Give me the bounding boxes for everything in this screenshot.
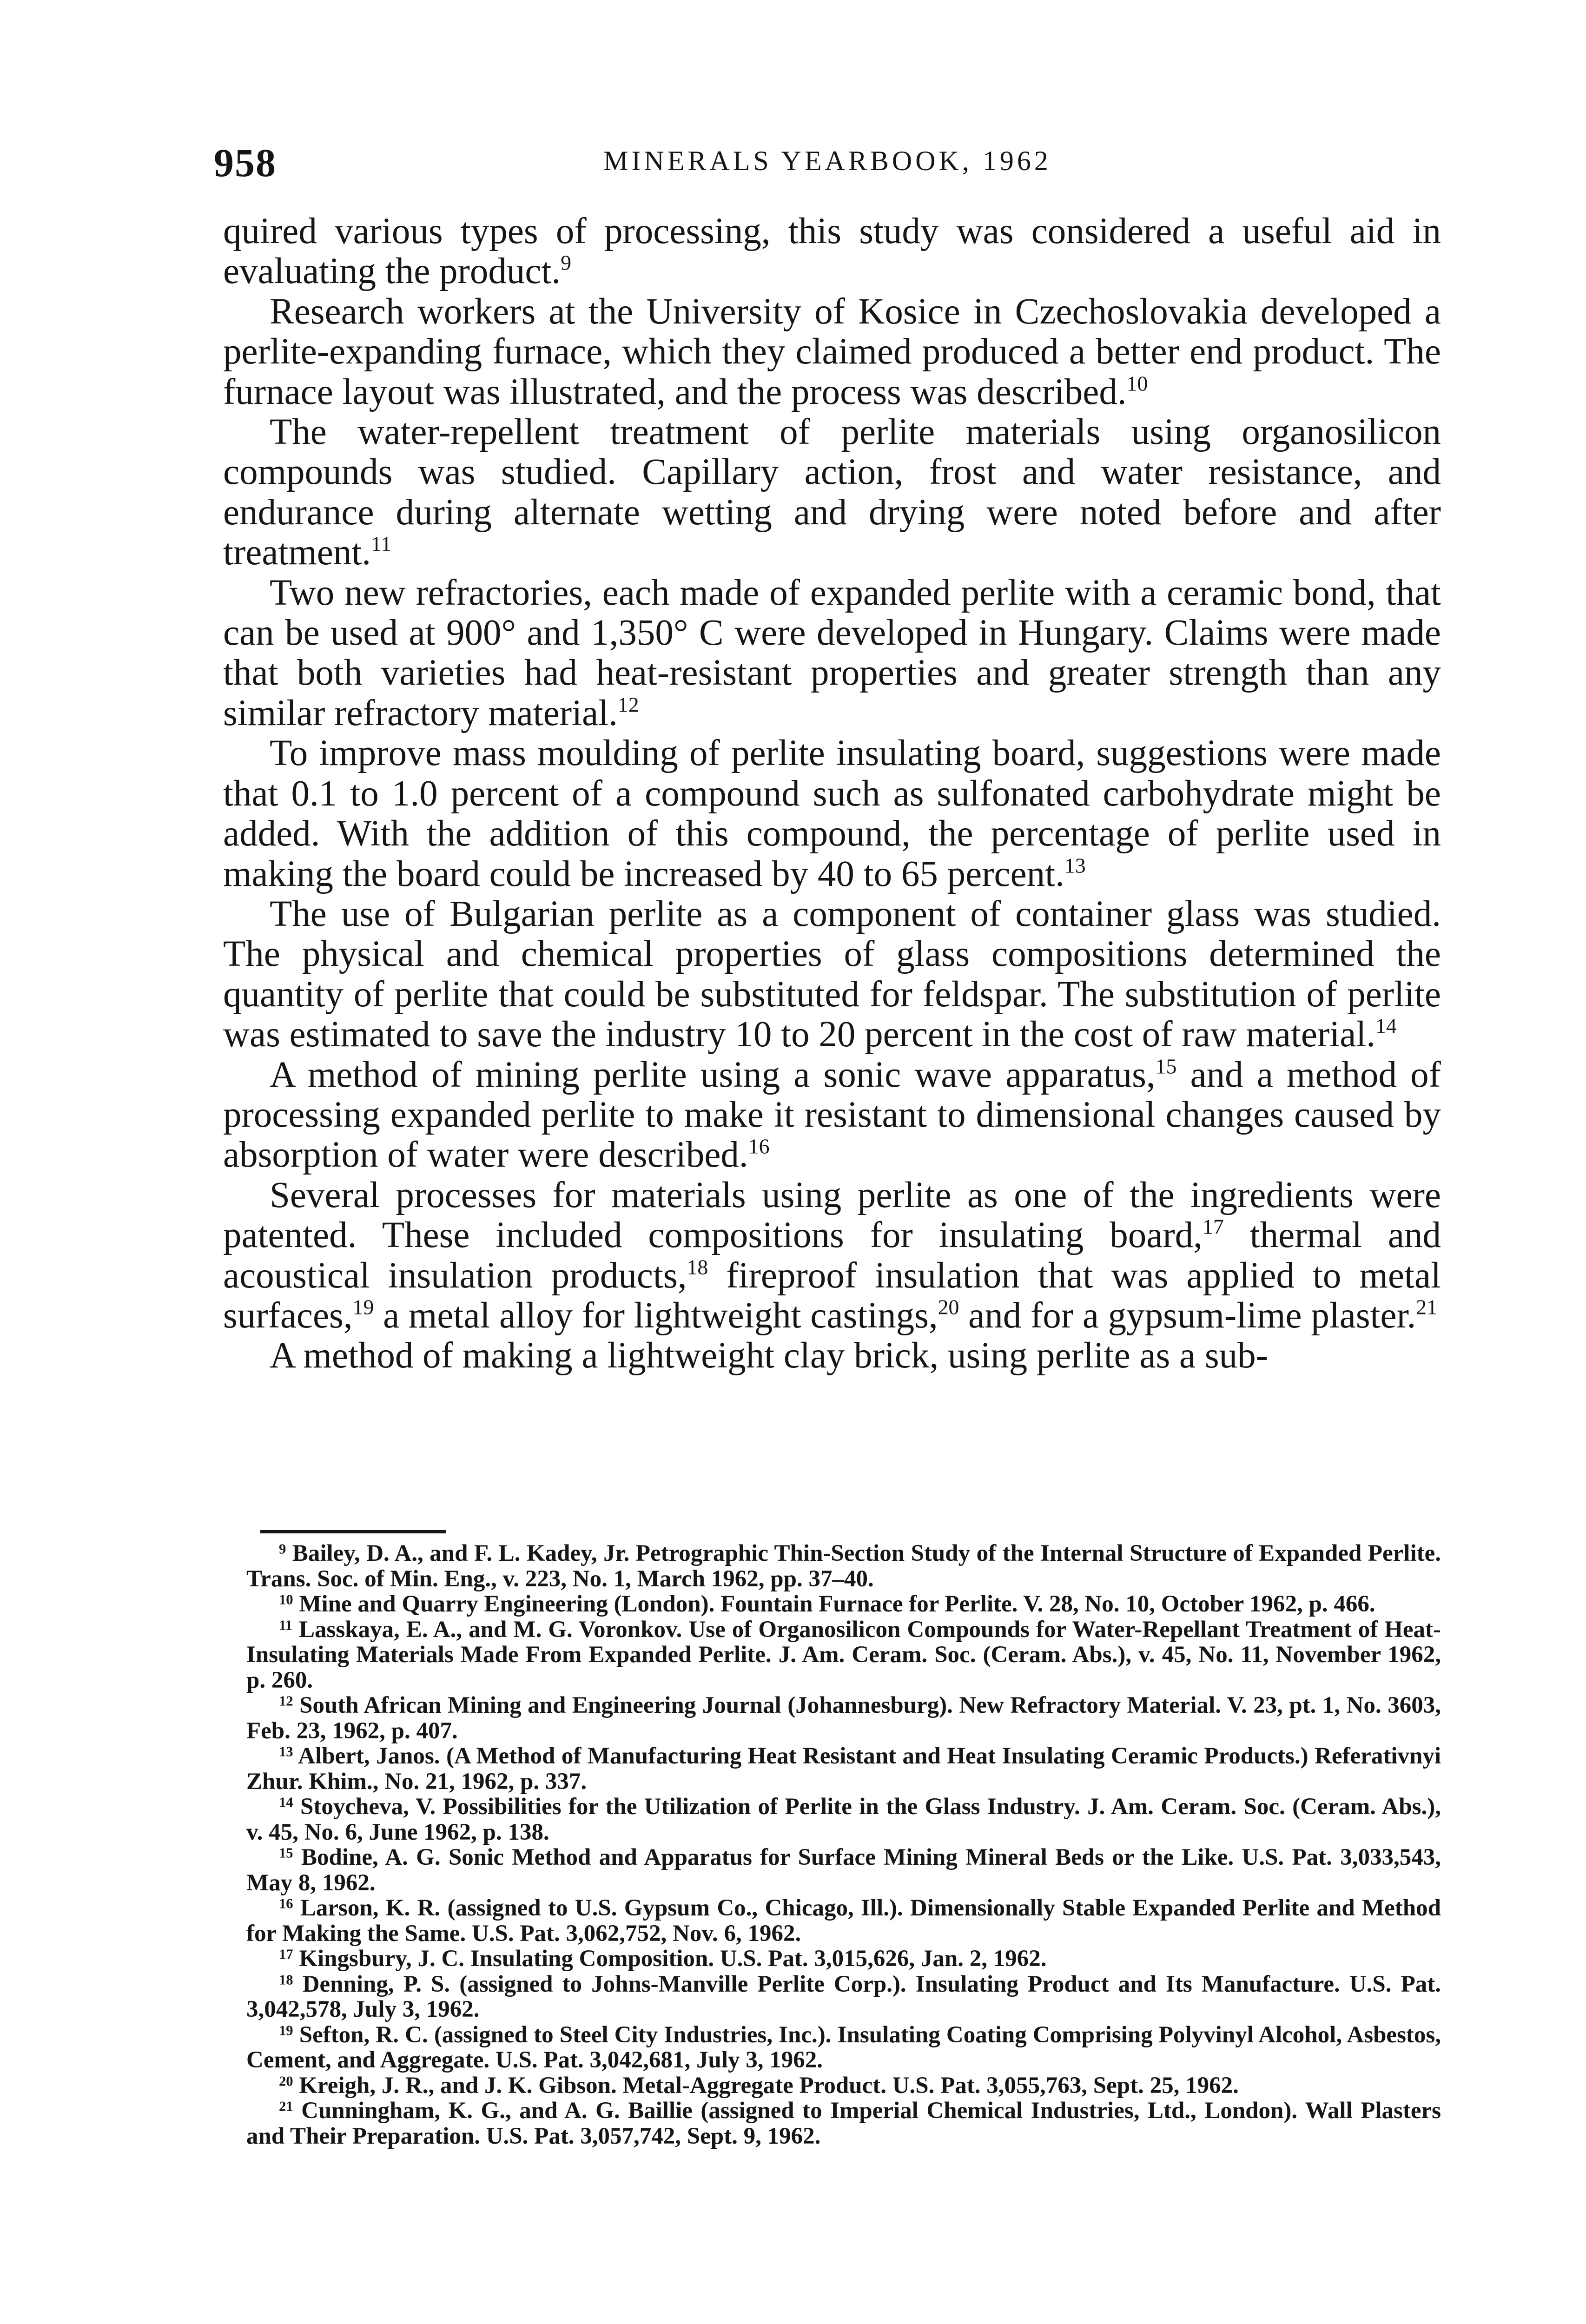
footnote-15 <box>246 1845 1441 1895</box>
footnote-number: 17 <box>279 1946 293 1962</box>
paragraph-text: Research workers at the University of Kosice in Czechoslovakia developed a perlite-expanding furnace, which they claimed produced a better end product. The furnace layout was illustrated, and the process was described. <box>223 291 1441 412</box>
paragraph-text: fireproof insulation that was applied to metal surfaces, <box>223 1255 1441 1336</box>
footnote-ref: 12 <box>617 693 639 717</box>
paragraph-text: The use of Bulgarian perlite as a component of container glass was studied. The physical and chemical properties of glass compositions determined the quantity of perlite that could be substituted for feldspar. The substitution of perlite was estimated to save the industry 10 to 20 percent in the cost of raw material. <box>223 893 1441 1055</box>
footnote-number: 10 <box>279 1591 293 1608</box>
body-text <box>223 211 1441 1376</box>
footnote-text: South African Mining and Engineering Journal (Johannesburg). New Refractory Material. V. 23, pt. 1, No. 3603, Feb. 23, 1962, p. 407. <box>246 1692 1441 1744</box>
paragraph-text: quired various types of processing, this study was considered a useful aid in evaluating the product. <box>223 211 1441 292</box>
footnote-ref: 21 <box>1416 1295 1438 1319</box>
footnote-number: 9 <box>279 1541 286 1557</box>
footnote-9 <box>246 1541 1441 1591</box>
paragraph-3 <box>223 412 1441 573</box>
paragraph-text: A method of making a lightweight clay brick, using perlite as a sub- <box>270 1335 1268 1376</box>
paragraph-text: The water-repellent treatment of perlite materials using organosilicon compounds was studied. Capillary action, frost and water resistance, and endurance during alternate wetting and drying were noted before and after treatment. <box>223 412 1441 573</box>
footnote-ref: 17 <box>1202 1215 1224 1239</box>
page-header <box>214 139 1441 191</box>
running-head: MINERALS YEARBOOK, 1962 <box>603 145 1051 176</box>
footnote-ref: 14 <box>1375 1014 1397 1038</box>
footnote-text: Sefton, R. C. (assigned to Steel City Industries, Inc.). Insulating Coating Comprising Polyvinyl Alcohol, Asbestos, Cement, and Aggregate. U.S. Pat. 3,042,681, July 3, 1962. <box>246 2021 1441 2073</box>
paragraph-text: Two new refractories, each made of expanded perlite with a ceramic bond, that can be used at 900° and 1,350° C were developed in Hungary. Claims were made that both varieties had heat-resistant properties and greater strength than any similar refractory material. <box>223 572 1441 733</box>
footnote-ref: 10 <box>1126 371 1148 396</box>
paragraph-text: and for a gypsum-lime plaster. <box>959 1295 1416 1336</box>
footnote-text: Denning, P. S. (assigned to Johns-Manville Perlite Corp.). Insulating Product and Its Manufacture. U.S. Pat. 3,042,578, July 3, 1962. <box>246 1971 1441 2022</box>
footnote-text: Cunningham, K. G., and A. G. Baillie (assigned to Imperial Chemical Industries, Ltd., London). Wall Plasters and Their Preparation. U.S. Pat. 3,057,742, Sept. 9, 1962. <box>246 2098 1441 2149</box>
footnote-number: 14 <box>279 1794 293 1810</box>
paragraph-9 <box>223 1336 1441 1376</box>
footnote-text: Bodine, A. G. Sonic Method and Apparatus for Surface Mining Mineral Beds or the Like. U.S. Pat. 3,033,543, May 8, 1962. <box>246 1844 1441 1896</box>
footnote-ref: 15 <box>1155 1054 1177 1078</box>
footnote-17 <box>246 1946 1441 1972</box>
footnote-number: 16 <box>279 1895 293 1912</box>
footnote-18 <box>246 1972 1441 2022</box>
paragraph-6 <box>223 894 1441 1055</box>
footnote-10 <box>246 1591 1441 1617</box>
footnotes <box>246 1541 1441 2149</box>
paragraph-7 <box>223 1055 1441 1175</box>
footnote-ref: 19 <box>352 1295 374 1319</box>
footnote-16 <box>246 1895 1441 1946</box>
paragraph-1 <box>223 211 1441 292</box>
paragraph-text: and a method of processing expanded perlite to make it resistant to dimensional changes caused by absorption of water were described. <box>223 1054 1441 1175</box>
footnote-11 <box>246 1617 1441 1693</box>
footnote-number: 12 <box>279 1693 293 1709</box>
footnote-text: Lasskaya, E. A., and M. G. Voronkov. Use of Organosilicon Compounds for Water-Repellant Treatment of Heat-Insulating Materials Made From Expanded Perlite. J. Am. Ceram. Soc. (Ceram. Abs.), v. 45, No. 11, November 1962, p. 260. <box>246 1616 1441 1693</box>
paragraph-text: Several processes for materials using perlite as one of the ingredients were patented. These included compositions for insulating board, <box>223 1175 1441 1256</box>
footnote-ref: 13 <box>1064 853 1086 878</box>
footnote-ref: 11 <box>371 532 392 556</box>
paragraph-5 <box>223 733 1441 894</box>
paragraph-text: A method of mining perlite using a sonic wave apparatus, <box>270 1054 1156 1095</box>
footnote-text: Mine and Quarry Engineering (London). Fountain Furnace for Perlite. V. 28, No. 10, October 1962, p. 466. <box>299 1591 1375 1617</box>
footnote-14 <box>246 1794 1441 1845</box>
footnote-ref: 9 <box>561 251 572 275</box>
footnote-12 <box>246 1693 1441 1743</box>
footnote-21 <box>246 2098 1441 2149</box>
footnote-text: Stoycheva, V. Possibilities for the Utilization of Perlite in the Glass Industry. J. Am. Ceram. Soc. (Ceram. Abs.), v. 45, No. 6, June 1962, p. 138. <box>246 1794 1441 1845</box>
footnote-number: 19 <box>279 2022 293 2039</box>
footnote-number: 15 <box>279 1845 293 1861</box>
paragraph-text: a metal alloy for lightweight castings, <box>374 1295 938 1336</box>
paragraph-8 <box>223 1175 1441 1336</box>
footnote-ref: 18 <box>687 1255 708 1279</box>
footnote-19 <box>246 2022 1441 2073</box>
paragraph-4 <box>223 573 1441 734</box>
footnote-ref: 16 <box>748 1134 770 1158</box>
footnote-number: 11 <box>279 1617 292 1633</box>
footnote-text: Larson, K. R. (assigned to U.S. Gypsum Co., Chicago, Ill.). Dimensionally Stable Expanded Perlite and Method for Making the Same. U.S. Pat. 3,062,752, Nov. 6, 1962. <box>246 1895 1441 1947</box>
paragraph-2 <box>223 292 1441 412</box>
footnote-rule <box>260 1530 446 1533</box>
footnote-ref: 20 <box>938 1295 959 1319</box>
footnote-text: Kreigh, J. R., and J. K. Gibson. Metal-Aggregate Product. U.S. Pat. 3,055,763, Sept. 25, 1962. <box>299 2072 1239 2099</box>
footnote-text: Kingsbury, J. C. Insulating Composition. U.S. Pat. 3,015,626, Jan. 2, 1962. <box>299 1946 1047 1972</box>
footnote-number: 21 <box>279 2098 293 2114</box>
footnote-text: Bailey, D. A., and F. L. Kadey, Jr. Petrographic Thin-Section Study of the Internal Structure of Expanded Perlite. Trans. Soc. of Min. Eng., v. 223, No. 1, March 1962, pp. 37–40. <box>246 1540 1441 1592</box>
footnote-number: 13 <box>279 1743 293 1760</box>
footnote-number: 20 <box>279 2073 293 2089</box>
footnote-number: 18 <box>279 1972 293 1988</box>
footnote-text: Albert, Janos. (A Method of Manufacturing Heat Resistant and Heat Insulating Ceramic Products.) Referativnyi Zhur. Khim., No. 21, 1962, p. 337. <box>246 1743 1441 1795</box>
footnote-20 <box>246 2073 1441 2099</box>
paragraph-text: To improve mass moulding of perlite insulating board, suggestions were made that 0.1 to 1.0 percent of a compound such as sulfonated carbohydrate might be added. With the addition of this compound, the percentage of perlite used in making the board could be increased by 40 to 65 percent. <box>223 733 1441 894</box>
footnote-13 <box>246 1743 1441 1794</box>
page-number: 958 <box>214 140 277 185</box>
paragraph-text: thermal and acoustical insulation products, <box>223 1215 1441 1296</box>
